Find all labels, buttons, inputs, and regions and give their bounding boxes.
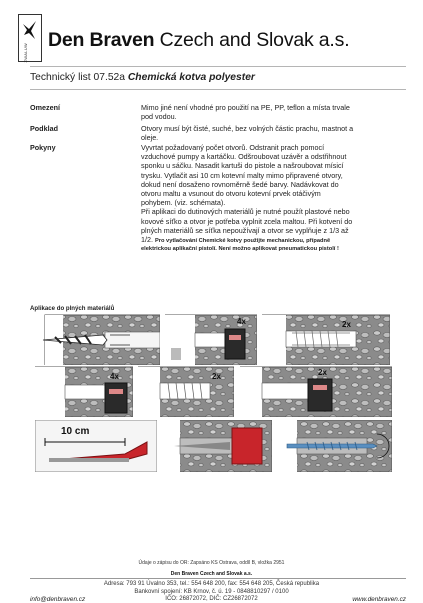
text-line: pod vodou. — [141, 112, 177, 122]
row-value-pokyny — [141, 143, 406, 253]
screw-diagram — [277, 420, 392, 472]
diagram-inject — [160, 420, 272, 472]
footer-bank: Bankovní spojení: KB Krnov, č. ú. 19 - 0848810297 / 0100 — [134, 589, 289, 595]
brush-diagram — [262, 313, 390, 365]
footer-contact — [0, 580, 423, 596]
diagram-drilling — [35, 313, 160, 365]
footer-address: Adresa: 793 91 Úvalno 353, tel.: 554 648 200, fax: 554 648 205, Česká republika — [103, 581, 320, 587]
text-line-start: 1/2. — [141, 235, 155, 245]
row-label-podklad: Podklad — [30, 124, 58, 133]
row-value-omezeni — [141, 103, 406, 121]
row-label-omezeni: Omezení — [30, 103, 60, 112]
text-line: Otvory musí být čisté, suché, bez volných částic prachu, mastnot a — [141, 124, 354, 133]
text-line: trysku. Vytlačit asi 10 cm kotevní malty mimo připravené otvory, — [141, 170, 343, 180]
repeat-badge: 2x — [342, 320, 351, 329]
repeat-badge: 4x — [237, 317, 246, 326]
divider — [30, 89, 406, 90]
company-name-rest: Czech and Slovak a.s. — [154, 29, 350, 51]
brand-logo — [18, 14, 42, 62]
discard-diagram — [35, 420, 157, 472]
diagram-pump-third — [240, 365, 392, 417]
text-line: dokud není dosaženo rovnoměrně šedé barvy. Nadávkovat do — [141, 179, 339, 189]
warning-note: Pro vytlačování Chemické kotvy použijte mechanickou, případně — [155, 238, 331, 245]
diagram-discard — [35, 420, 157, 472]
text-line: vzduchové pumpy a kartáčku. Odšroubovat uzávěr a odstřihnout — [141, 152, 347, 162]
document-title-prefix: Technický list 07.52a — [30, 72, 128, 83]
text-line — [141, 235, 406, 245]
inject-diagram — [160, 420, 272, 472]
text-line: Mimo jiné není vhodné pro použití na PE, PP, teflon a místa trvale — [141, 103, 350, 112]
divider — [30, 578, 406, 579]
diagram-brush-second — [138, 365, 234, 417]
warning-note: elektrickou aplikační pistolí. Není možno aplikovat pneumatickou pistolí ! — [141, 246, 339, 253]
document-title — [30, 72, 255, 83]
product-name: Chemická kotva polyester — [127, 72, 255, 83]
company-name — [48, 29, 349, 52]
text-line: oleje. — [141, 133, 159, 143]
diagram-brush — [262, 313, 390, 365]
company-name-bold: Den Braven — [48, 29, 155, 51]
text-line: Při aplikaci do dutinových materiálů je nutné použít plastové nebo — [141, 207, 350, 217]
diagram-pump-second — [35, 365, 133, 417]
measure-label: 10 cm — [61, 426, 90, 437]
drill-diagram — [35, 313, 160, 365]
text-line: sponku u sáčku. Nasadit kartuši do pistole a našroubovat mísicí — [141, 161, 344, 171]
registry-note: Údaje o zápisu do OR: Zapsáno KS Ostrava, oddíl B, vložka 2951 — [138, 560, 285, 566]
footer-ids: IČO: 26872072, DIČ: CZ26872072 — [165, 596, 258, 602]
repeat-badge: 2x — [318, 368, 327, 377]
row-label-pokyny: Pokyny — [30, 143, 56, 152]
text-line: kovové síťko a otvor je potřeba vyplnit zcela maltou. Při kotvení do — [141, 216, 353, 226]
diagram-pump — [165, 313, 257, 365]
email-link[interactable]: info@denbraven.cz — [30, 596, 86, 603]
logo-text: ZWALUW — [23, 43, 28, 63]
text-line: plných materiálů se síťka nepoužívají a otvor se vyplňuje z 1/3 až — [141, 225, 349, 235]
row-value-podklad — [141, 124, 406, 142]
divider — [30, 66, 406, 67]
section-title: Aplikace do plných materiálů — [30, 305, 115, 312]
text-line: Vyvrtat požadovaný počet otvorů. Odstranit prach pomocí — [141, 143, 325, 152]
pump-diagram — [240, 365, 392, 417]
diagram-screw — [277, 420, 392, 472]
repeat-badge: 4x — [110, 372, 119, 381]
swallow-icon — [21, 19, 38, 41]
footer-company: Den Braven Czech and Slovak a.s. — [170, 571, 253, 577]
text-line: pohybem. (viz. schémata). — [141, 198, 226, 208]
website-link[interactable]: www.denbraven.cz — [352, 596, 406, 603]
text-line: otvoru maltu a vsunout do otvoru kotevní prvek otáčivým — [141, 189, 321, 199]
repeat-badge: 2x — [212, 372, 221, 381]
